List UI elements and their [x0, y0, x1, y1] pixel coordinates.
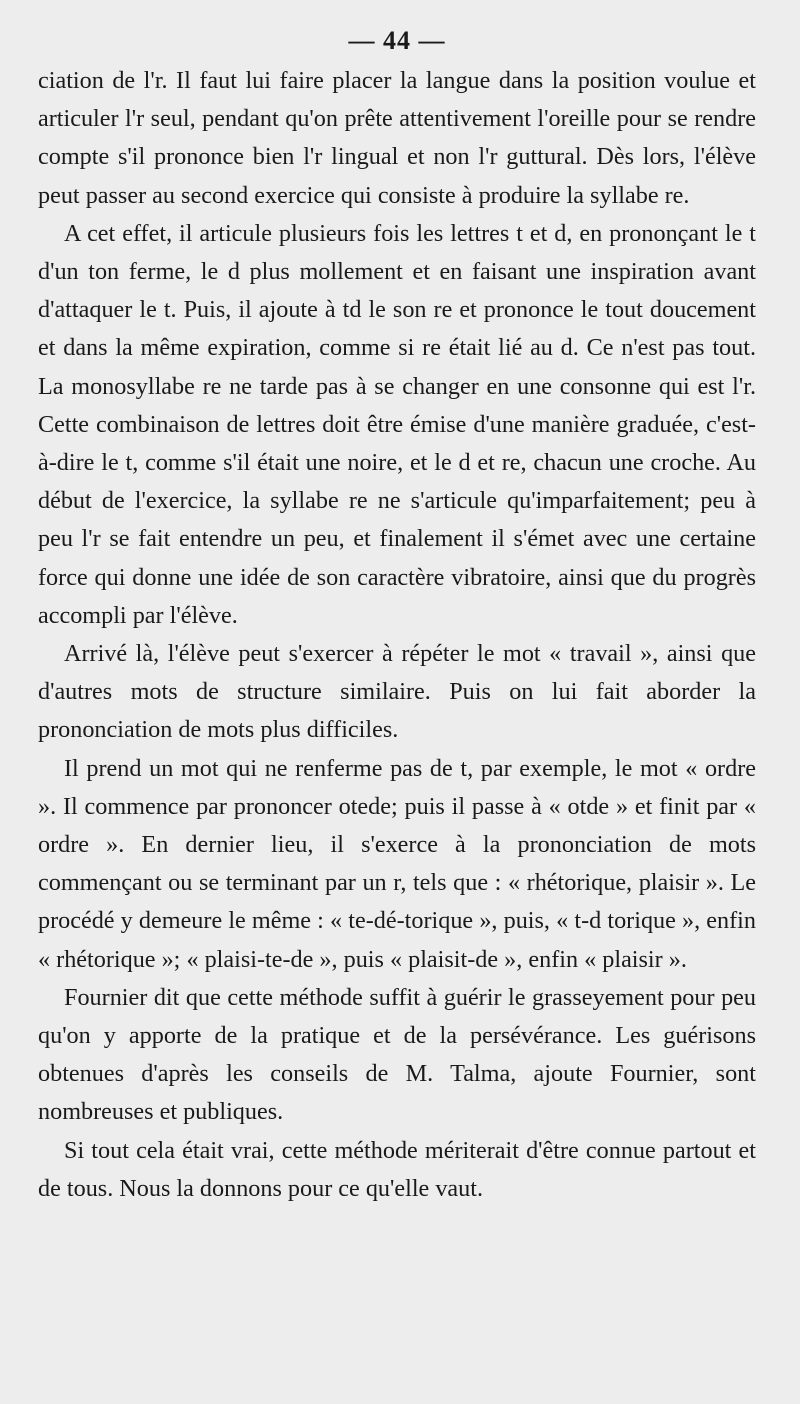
- paragraph-2: A cet effet, il articule plusieurs fois les lettres t et d, en prononçant le t d'un ton ferme, le d plus mollement et en faisant une inspiration avant d'attaquer le t. Puis, il ajoute à td le son re et prononce le tout doucement et dans la même expiration, comme si re était lié au d. Ce n'est pas tout. La monosyllabe re ne tarde pas à se changer en une consonne qui est l'r. Cette combinaison de lettres doit être émise d'une manière graduée, c'est-à-dire le t, comme s'il était une noire, et le d et re, chacun une croche. Au début de l'exercice, la syllabe re ne s'articule qu'imparfaitement; peu à peu l'r se fait entendre un peu, et finalement il s'émet avec une certaine force qui donne une idée de son caractère vibratoire, ainsi que du progrès accompli par l'élève.: [38, 219, 756, 629]
- paragraph-6: Si tout cela était vrai, cette méthode mériterait d'être connue partout et de tous. Nous la donnons pour ce qu'elle vaut.: [38, 1136, 756, 1202]
- page-number: — 44 —: [348, 26, 446, 55]
- paragraph-4: Il prend un mot qui ne renferme pas de t, par exemple, le mot « ordre ». Il commence par prononcer otede; puis il passe à « otde » et finit par « ordre ». En dernier lieu, il s'exerce à la prononciation de mots commençant ou se terminant par un r, tels que : « rhétorique, plaisir ». Le procédé y demeure le même : « te-dé-torique », puis, « t-d torique », enfin « rhétorique »; « plaisi-te-de », puis « plaisit-de », enfin « plaisir ».: [38, 754, 756, 973]
- paragraph-3: Arrivé là, l'élève peut s'exercer à répéter le mot « travail », ainsi que d'autres mots de structure similaire. Puis on lui fait aborder la prononciation de mots plus difficiles.: [38, 640, 756, 744]
- paragraph-5: Fournier dit que cette méthode suffit à guérir le grasseyement pour peu qu'on y apporte de la pratique et de la persévérance. Les guérisons obtenues d'après les conseils de M. Talma, ajoute Fournier, sont nombreuses et publiques.: [38, 983, 756, 1126]
- paragraph-1: ciation de l'r. Il faut lui faire placer la langue dans la position voulue et articuler l'r seul, pendant qu'on prête attentivement l'oreille pour se rendre compte s'il prononce bien l'r lingual et non l'r guttural. Dès lors, l'élève peut passer au second exercice qui consiste à produire la syllabe re.: [38, 67, 756, 209]
